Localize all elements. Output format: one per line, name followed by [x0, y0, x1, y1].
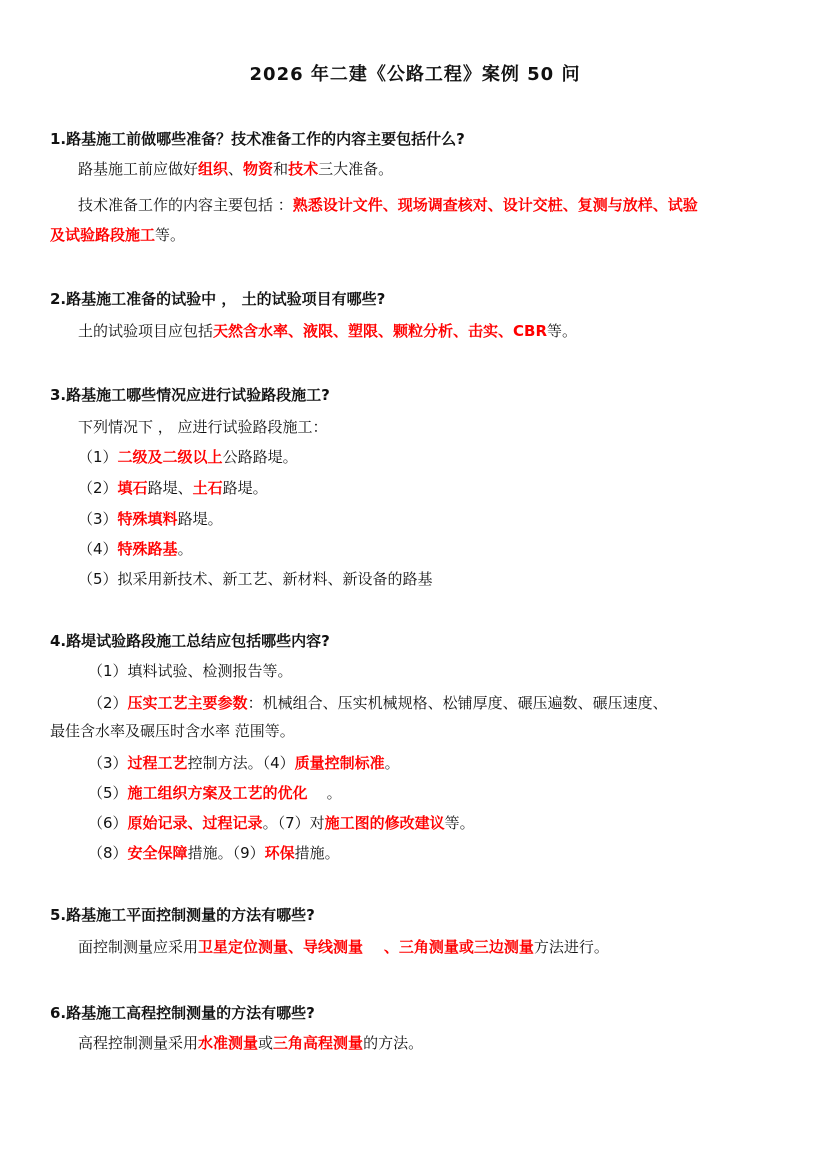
highlight-text: 特殊填料: [117, 510, 178, 528]
answer-text: 。: [384, 754, 400, 772]
answer-3-item-5: [78, 568, 433, 590]
answer-4-line-6: [88, 842, 340, 864]
answer-4-line-4: [88, 782, 342, 804]
highlight-text: 环保: [264, 844, 295, 862]
question-2-heading: 2.路基施工准备的试验中 ， 土的试验项目有哪些?: [50, 290, 386, 308]
answer-1-line-3: [50, 224, 185, 246]
answer-text: 拟采用新技术、新工艺、新材料、新设备的路基: [117, 570, 433, 588]
highlight-text: 卫星定位测量、导线测量 、三角测量或三边测量: [198, 938, 534, 956]
highlight-text: 土石: [192, 479, 223, 497]
answer-text: 土的试验项目应包括: [78, 322, 214, 340]
answer-text: ：机械组合、压实机械规格、松铺厚度、碾压遍数、碾压速度、: [247, 694, 668, 712]
document-title: 2026 年二建《公路工程》案例 50 问: [249, 64, 581, 85]
answer-1-line-1: [78, 158, 393, 180]
answer-text: 措施。: [294, 844, 340, 862]
question-3-heading: 3.路基施工哪些情况应进行试验路段施工?: [50, 386, 330, 404]
answer-text: 、: [228, 160, 244, 178]
highlight-text: 施工图的修改建议: [324, 814, 445, 832]
question-1-heading: 1.路基施工前做哪些准备？技术准备工作的内容主要包括什么?: [50, 130, 465, 148]
answer-text: 填料试验、检测报告等。: [127, 662, 293, 680]
highlight-text: 水准测量: [198, 1034, 259, 1052]
highlight-text: 技术: [288, 160, 319, 178]
answer-3-item-2: [78, 477, 268, 499]
highlight-text: 安全保障: [127, 844, 188, 862]
highlight-text: 原始记录、过程记录: [127, 814, 263, 832]
answer-5-line-1: [78, 936, 609, 958]
answer-text: 。: [307, 784, 342, 802]
answer-2-line-1: [78, 320, 577, 342]
answer-text: 三大准备。: [318, 160, 394, 178]
answer-text: 路堤。: [222, 479, 268, 497]
answer-text: 路堤、: [147, 479, 193, 497]
question-5-heading: 5.路基施工平面控制测量的方法有哪些?: [50, 906, 315, 924]
answer-6-line-1: [78, 1032, 423, 1054]
answer-4-line-2-cont: [50, 720, 295, 742]
highlight-text: 施工组织方案及工艺的优化: [127, 784, 308, 802]
highlight-text: 质量控制标准: [294, 754, 385, 772]
answer-text: 控制方法。（4）: [187, 754, 295, 772]
item-number: （8）: [88, 844, 128, 862]
highlight-text: 熟悉设计文件、现场调查核对、设计交桩、复测与放样、试验: [292, 196, 698, 214]
highlight-text: 压实工艺主要参数: [127, 694, 248, 712]
answer-4-line-2: [88, 692, 668, 714]
answer-text: 措施。（9）: [187, 844, 265, 862]
answer-text: 公路路堤。: [222, 448, 298, 466]
highlight-text: 天然含水率、液限、塑限、颗粒分析、击实、CBR: [213, 322, 548, 340]
highlight-text: 物资: [243, 160, 274, 178]
answer-text: 等。: [444, 814, 475, 832]
answer-text: 面控制测量应采用: [78, 938, 199, 956]
answer-text: 等。: [155, 226, 186, 244]
answer-1-line-2: [78, 194, 698, 216]
highlight-text: 过程工艺: [127, 754, 188, 772]
answer-text: 路堤。: [177, 510, 223, 528]
answer-text: 技术准备工作的内容主要包括 ：: [78, 196, 293, 214]
item-number: （1）: [78, 448, 118, 466]
item-number: （3）: [78, 510, 118, 528]
item-number: （5）: [78, 570, 118, 588]
item-number: （4）: [78, 540, 118, 558]
answer-text: 。: [177, 540, 193, 558]
highlight-text: 二级及二级以上: [117, 448, 223, 466]
item-number: （1）: [88, 662, 128, 680]
highlight-text: 组织: [198, 160, 229, 178]
answer-text: 的方法。: [363, 1034, 424, 1052]
item-number: （5）: [88, 784, 128, 802]
question-4-heading: 4.路堤试验路段施工总结应包括哪些内容?: [50, 632, 330, 650]
item-number: （2）: [78, 479, 118, 497]
highlight-text: 三角高程测量: [273, 1034, 364, 1052]
highlight-text: 填石: [117, 479, 148, 497]
highlight-text: 及试验路段施工: [50, 226, 156, 244]
answer-text: 方法进行。: [533, 938, 609, 956]
item-number: （2）: [88, 694, 128, 712]
answer-text: 。（7）对: [262, 814, 325, 832]
answer-text: 或: [258, 1034, 274, 1052]
answer-text: 路基施工前应做好: [78, 160, 199, 178]
answer-3-item-3: [78, 508, 223, 530]
answer-text: 最佳含水率及碾压时含水率 范围等。: [50, 722, 295, 740]
item-number: （6）: [88, 814, 128, 832]
answer-3-item-4: [78, 538, 193, 560]
answer-3-item-1: [78, 446, 298, 468]
answer-4-line-1: [88, 660, 293, 682]
question-6-heading: 6.路基施工高程控制测量的方法有哪些?: [50, 1004, 315, 1022]
answer-text: 高程控制测量采用: [78, 1034, 199, 1052]
answer-3-intro: 下列情况下 ， 应进行试验路段施工：: [78, 418, 328, 436]
answer-4-line-5: [88, 812, 475, 834]
item-number: （3）: [88, 754, 128, 772]
highlight-text: 特殊路基: [117, 540, 178, 558]
answer-4-line-3: [88, 752, 400, 774]
answer-text: 和: [273, 160, 289, 178]
answer-text: 等。: [547, 322, 578, 340]
